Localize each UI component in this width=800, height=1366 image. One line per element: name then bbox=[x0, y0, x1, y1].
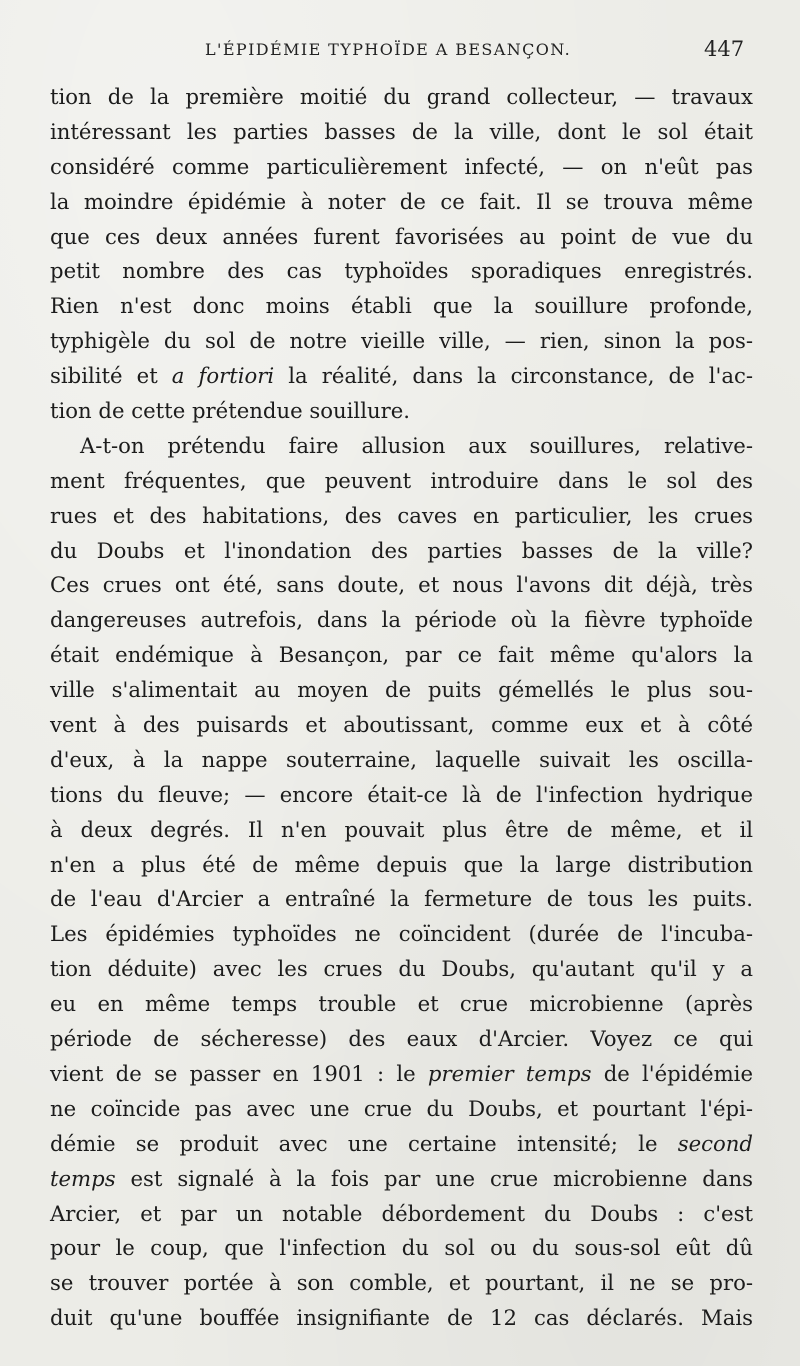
text-run: n'en a plus été de même depuis que la large distribution bbox=[50, 851, 753, 877]
italic-text: a fortiori bbox=[171, 363, 275, 389]
text-line bbox=[50, 429, 753, 464]
text-line bbox=[50, 987, 753, 1022]
text-line bbox=[50, 1197, 753, 1232]
text-run: sibilité et bbox=[50, 363, 172, 389]
text-line bbox=[50, 673, 753, 708]
text-line bbox=[50, 882, 753, 917]
text-line bbox=[50, 150, 753, 185]
text-run: vient de se passer en 1901 : le bbox=[50, 1060, 428, 1086]
text-line bbox=[50, 917, 753, 952]
text-line bbox=[50, 813, 753, 848]
page-number: 447 bbox=[704, 37, 745, 61]
text-line bbox=[50, 80, 753, 115]
text-line bbox=[50, 185, 753, 220]
text-line bbox=[50, 1301, 753, 1336]
text-line bbox=[50, 568, 753, 603]
text-run: rues et des habitations, des caves en particulier, les crues bbox=[50, 502, 753, 528]
text-line bbox=[50, 1162, 753, 1197]
text-line bbox=[50, 1022, 753, 1057]
text-run: est signalé à la fois par une crue microbienne dans bbox=[115, 1165, 753, 1191]
text-run: était endémique à Besançon, par ce fait même qu'alors la bbox=[50, 642, 753, 668]
text-run: typhigèle du sol de notre vieille ville, — rien, sinon la pos- bbox=[50, 328, 753, 354]
text-run: dangereuses autrefois, dans la période où la fièvre typhoïde bbox=[50, 607, 753, 633]
text-line bbox=[50, 254, 753, 289]
text-line bbox=[50, 359, 753, 394]
text-run: considéré comme particulièrement infecté, — on n'eût pas bbox=[50, 153, 753, 179]
text-line bbox=[50, 603, 753, 638]
text-line bbox=[50, 1092, 753, 1127]
text-run: duit qu'une bouffée insignifiante de 12 cas déclarés. Mais bbox=[50, 1305, 753, 1331]
italic-text: temps bbox=[50, 1165, 116, 1191]
text-run: démie se produit avec une certaine intensité; le bbox=[50, 1130, 678, 1156]
text-run: période de sécheresse) des eaux d'Arcier. Voyez ce qui bbox=[50, 1026, 753, 1052]
paragraph bbox=[50, 429, 753, 1336]
text-line bbox=[50, 1231, 753, 1266]
text-run: vent à des puisards et aboutissant, comme eux et à côté bbox=[50, 712, 753, 738]
italic-text: second bbox=[677, 1130, 753, 1156]
text-line bbox=[50, 464, 753, 499]
text-run: petit nombre des cas typhoïdes sporadiques enregistrés. bbox=[50, 258, 753, 284]
text-run: pour le coup, que l'infection du sol ou du sous-sol eût dû bbox=[50, 1235, 753, 1261]
text-line bbox=[50, 499, 753, 534]
text-run: de l'épidémie bbox=[591, 1060, 753, 1086]
text-run: de l'eau d'Arcier a entraîné la fermeture de tous les puits. bbox=[50, 886, 753, 912]
text-line bbox=[50, 1057, 753, 1092]
text-run: du Doubs et l'inondation des parties basses de la ville? bbox=[50, 537, 753, 563]
text-run: ne coïncide pas avec une crue du Doubs, et pourtant l'épi- bbox=[50, 1095, 753, 1121]
text-line bbox=[50, 848, 753, 883]
page-header bbox=[0, 34, 800, 74]
text-run: Ces crues ont été, sans doute, et nous l'avons dit déjà, très bbox=[50, 572, 753, 598]
text-line bbox=[50, 534, 753, 569]
running-title: L'ÉPIDÉMIE TYPHOÏDE A BESANÇON. bbox=[205, 40, 572, 59]
text-run: d'eux, à la nappe souterraine, laquelle suivait les oscilla- bbox=[50, 746, 753, 772]
text-run: intéressant les parties basses de la ville, dont le sol était bbox=[50, 118, 753, 144]
text-line bbox=[50, 638, 753, 673]
text-run: tion de cette prétendue souillure. bbox=[50, 398, 411, 424]
text-run: tion déduite) avec les crues du Doubs, qu'autant qu'il y a bbox=[50, 956, 753, 982]
text-run: à deux degrés. Il n'en pouvait plus être de même, et il bbox=[50, 816, 753, 842]
text-line bbox=[50, 952, 753, 987]
text-run: la moindre épidémie à noter de ce fait. Il se trouva même bbox=[50, 188, 753, 214]
body-text bbox=[50, 80, 753, 1336]
text-run: tions du fleuve; — encore était-ce là de l'infection hydrique bbox=[50, 781, 753, 807]
text-run: la réalité, dans la circonstance, de l'ac- bbox=[274, 363, 753, 389]
text-run: que ces deux années furent favorisées au point de vue du bbox=[50, 223, 753, 249]
text-run: Rien n'est donc moins établi que la souillure profonde, bbox=[50, 293, 753, 319]
text-run: eu en même temps trouble et crue microbienne (après bbox=[50, 991, 753, 1017]
text-line bbox=[50, 1266, 753, 1301]
italic-text: premier temps bbox=[427, 1060, 592, 1086]
text-run: ment fréquentes, que peuvent introduire dans le sol des bbox=[50, 467, 753, 493]
text-run: se trouver portée à son comble, et pourtant, il ne se pro- bbox=[50, 1270, 753, 1296]
text-line bbox=[50, 289, 753, 324]
text-line bbox=[50, 778, 753, 813]
text-line bbox=[50, 743, 753, 778]
text-line bbox=[50, 324, 753, 359]
text-run: Les épidémies typhoïdes ne coïncident (durée de l'incuba- bbox=[50, 921, 753, 947]
text-line bbox=[50, 1127, 753, 1162]
text-line bbox=[50, 115, 753, 150]
text-line bbox=[50, 708, 753, 743]
text-run: A-t-on prétendu faire allusion aux souillures, relative- bbox=[80, 432, 753, 458]
text-run: tion de la première moitié du grand collecteur, — travaux bbox=[50, 84, 753, 109]
paragraph bbox=[50, 80, 753, 429]
text-line bbox=[50, 394, 753, 429]
text-run: ville s'alimentait au moyen de puits gémellés le plus sou- bbox=[50, 677, 753, 703]
text-run: Arcier, et par un notable débordement du Doubs : c'est bbox=[50, 1200, 753, 1226]
text-line bbox=[50, 220, 753, 255]
